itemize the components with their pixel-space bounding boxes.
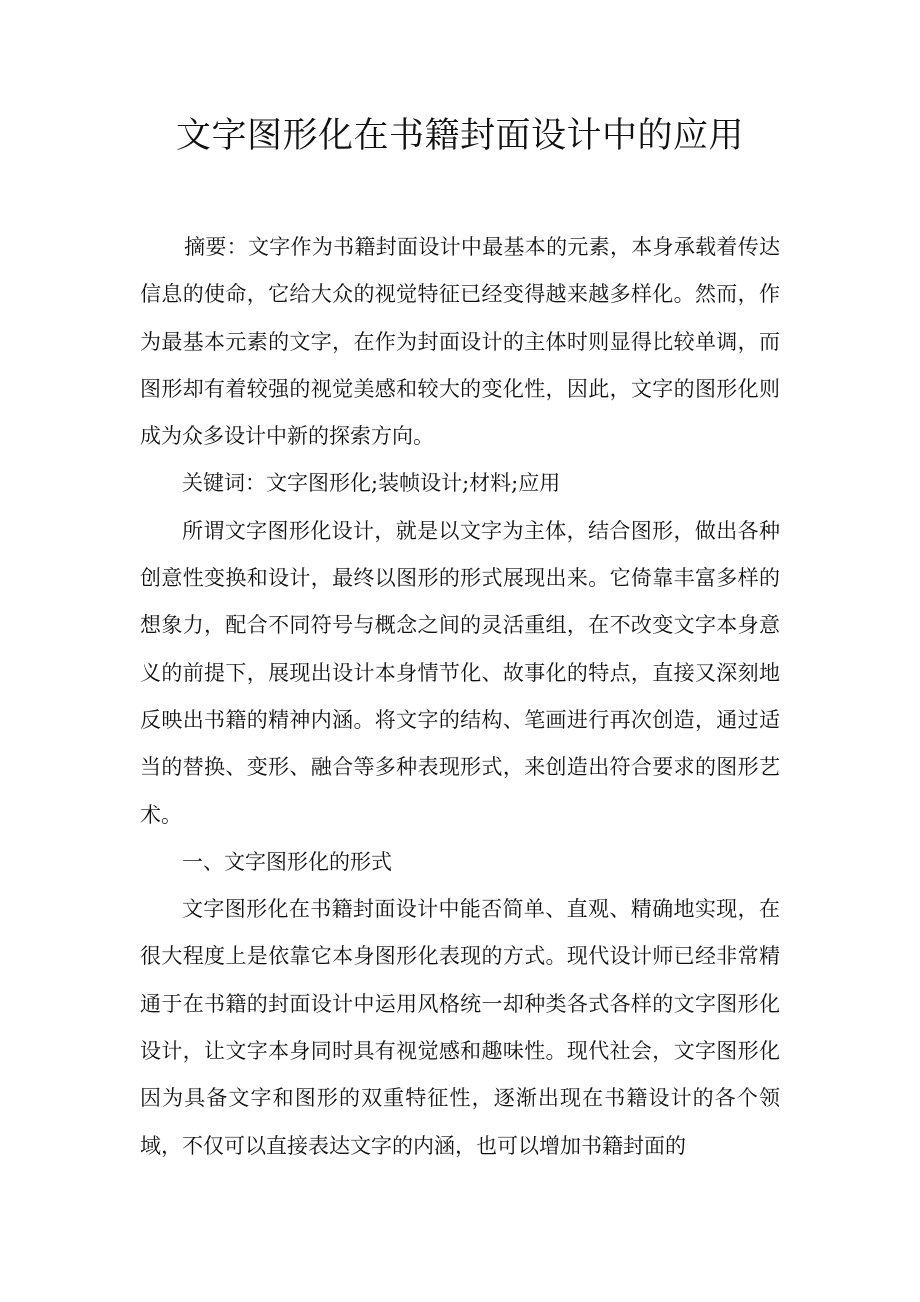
section-heading: 一、文字图形化的形式 — [182, 849, 392, 874]
keywords-line: 关键词：文字图形化;装帧设计;材料;应用 — [182, 471, 561, 496]
abstract-paragraph: 摘要：文字作为书籍封面设计中最基本的元素，本身承载着传达信息的使命，它给大众的视觉特征已经变得越来越多样化。然而，作为最基本元素的文字，在作为封面设计的主体时则显得比较单调，而图形却有着较强的视觉美感和较大的变化性，因此，文字的图形化则成为众多设计中新的探索方向。 — [140, 235, 780, 449]
section-paragraph: 文字图形化在书籍封面设计中能否简单、直观、精确地实现，在很大程度上是依靠它本身图形化表现的方式。现代设计师已经非常精通于在书籍的封面设计中运用风格统一却种类各式各样的文字图形化设计，让文字本身同时具有视觉感和趣味性。现代社会，文字图形化因为具备文字和图形的双重特征性，逐渐出现在书籍设计的各个领域，不仅可以直接表达文字的内涵，也可以增加书籍封面的 — [140, 897, 780, 1158]
document-title: 文字图形化在书籍封面设计中的应用 — [175, 116, 744, 156]
document-body — [140, 224, 780, 1170]
intro-paragraph: 所谓文字图形化设计，就是以文字为主体，结合图形，做出各种创意性变换和设计，最终以图形的形式展现出来。它倚靠丰富多样的想象力，配合不同符号与概念之间的灵活重组，在不改变文字本身意义的前提下，展现出设计本身情节化、故事化的特点，直接又深刻地反映出书籍的精神内涵。将文字的结构、笔画进行再次创造，通过适当的替换、变形、融合等多种表现形式，来创造出符合要求的图形艺术。 — [140, 518, 780, 827]
